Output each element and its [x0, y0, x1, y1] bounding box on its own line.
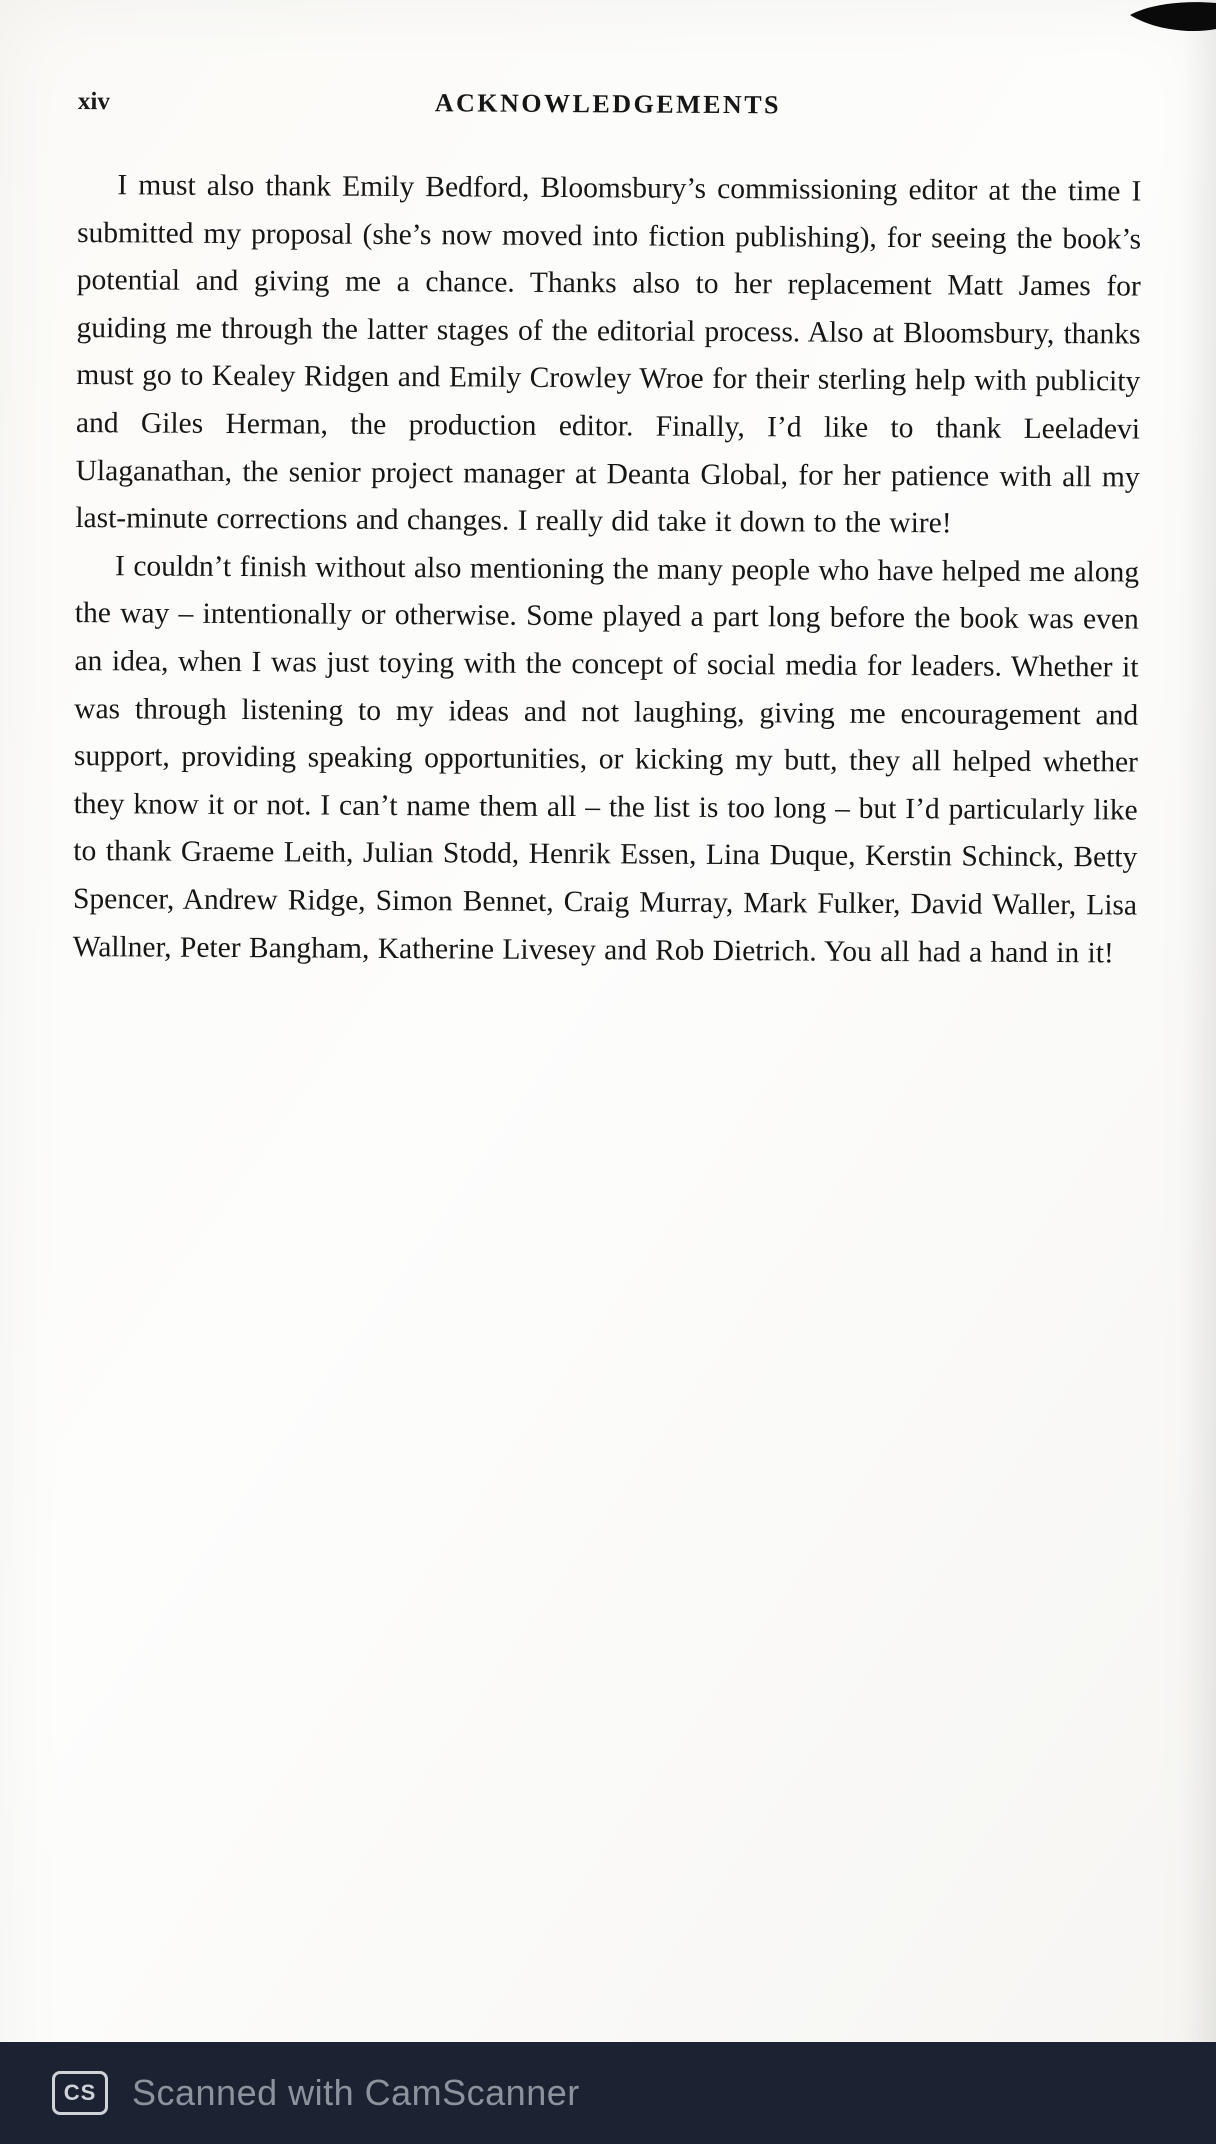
scan-artifact-top-right: [1096, 0, 1216, 48]
camscanner-footer: [0, 2042, 1216, 2144]
page-content: [1, 0, 1216, 969]
camscanner-logo-icon: CS: [52, 2071, 108, 2115]
page-header: [78, 86, 1138, 132]
body-paragraph: I couldn’t finish without also mentioning the many people who have helped me along the way – intentionally or otherwise. Some played a part long before the book was even an idea, when I was just toying with the concept of social media for leaders. Whether it was through listening to my ideas and not laughing, giving me encouragement and support, providing speaking opportunities, or kicking my butt, they all helped whether they know it or not. I can’t name them all – the list is too long – but I’d particularly like to thank Graeme Leith, Julian Stodd, Henrik Essen, Lina Duque, Kerstin Schinck, Betty Spencer, Andrew Ridge, Simon Bennet, Craig Murray, Mark Fulker, David Waller, Lisa Wallner, Peter Bangham, Katherine Livesey and Rob Dietrich. You all had a hand in it!: [72, 550, 1140, 969]
body-paragraph: I must also thank Emily Bedford, Bloomsbury’s commissioning editor at the time I submitted my proposal (she’s now moved into fiction publishing), for seeing the book’s potential and giving me a chance. Thanks also to her replacement Matt James for guiding me through the latter stages of the editorial process. Also at Bloomsbury, thanks must go to Kealey Ridgen and Emily Crowley Wroe for their sterling help with publicity and Giles Herman, the production editor. Finally, I’d like to thank Leeladevi Ulaganathan, the senior project manager at Deanta Global, for her patience with all my last-minute corrections and changes. I really did take it down to the wire!: [75, 169, 1142, 540]
page-number: xiv: [77, 88, 110, 116]
body-text: [73, 162, 1142, 978]
camscanner-watermark-text: Scanned with CamScanner: [132, 2072, 580, 2113]
running-head-title: ACKNOWLEDGEMENTS: [434, 88, 782, 120]
